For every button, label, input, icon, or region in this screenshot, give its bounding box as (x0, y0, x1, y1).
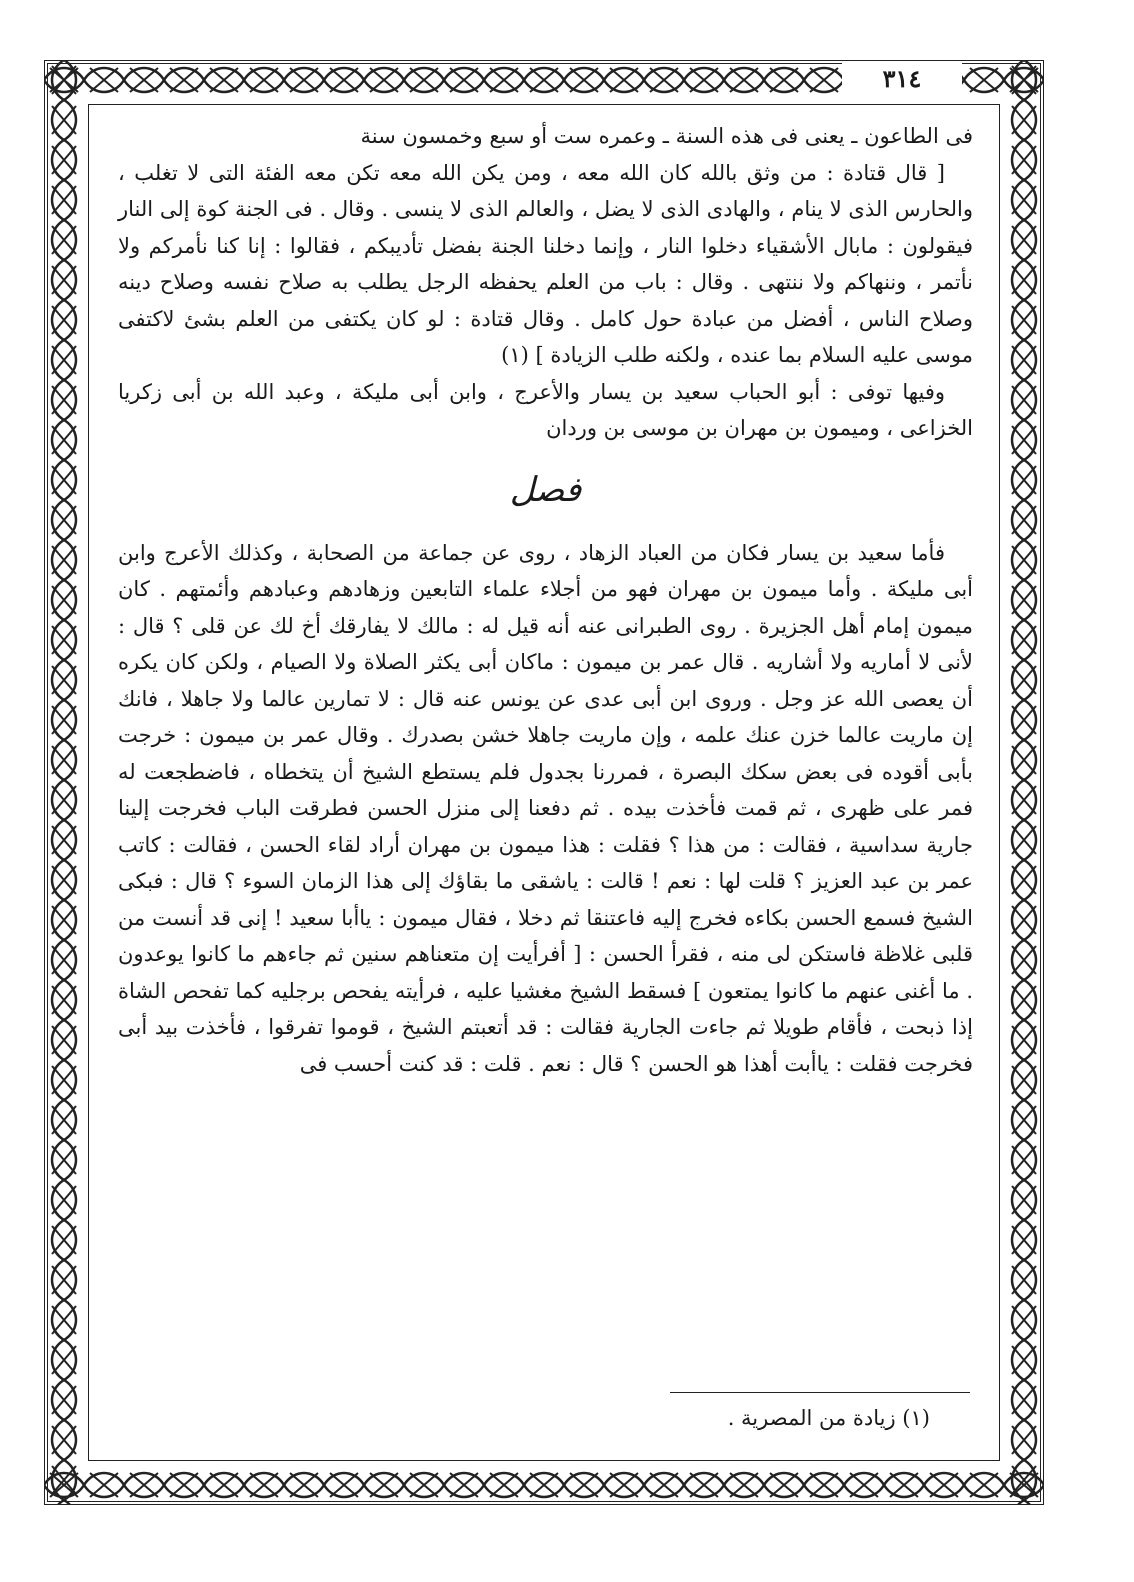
footnote: (١) زيادة من المصرية . (727, 1406, 930, 1430)
paragraph-3-deaths: وفيها توفى : أبو الحباب سعيد بن يسار والأعرج ، وابن أبى مليكة ، وعبد الله بن أبى زكريا الخزاعى ، وميمون بن مهران بن موسى بن وردان (118, 379, 973, 440)
paragraph-1: فى الطاعون ـ يعنى فى هذه السنة ـ وعمره ست أو سبع وخمسون سنة (360, 124, 973, 148)
paragraph-2-quote: [ قال قتادة : من وثق بالله كان الله معه ، ومن يكن الله معه تكن معه الفئة التى لا تغلب ، والحارس الذى لا ينام ، والهادى الذى لا يضل ، والعالم الذى لا ينسى . وقال . فى الجنة كوة إلى النار فيقولون : مابال الأشقياء دخلوا النار ، وإنما دخلنا الجنة بفضل تأديبكم ، فقالوا : إنا كنا نأمركم ولا نأتمر ، وننهاكم ولا ننتهى . وقال : باب من العلم يحفظه الرجل يطلب به صلاح نفسه وصلاح دينه وصلاح الناس ، أفضل من عبادة حول كامل . وقال قتادة : لو كان يكتفى من العلم بشئ لاكتفى موسى عليه السلام بما عنده ، ولكنه طلب الزيادة ] (١) (118, 160, 973, 367)
page-content (118, 118, 973, 1082)
footnote-rule (670, 1392, 970, 1393)
section-heading: فصل (509, 469, 582, 510)
paragraph-body: فأما سعيد بن يسار فكان من العباد الزهاد ، روى عن جماعة من الصحابة ، وكذلك الأعرج وابن أبى مليكة . وأما ميمون بن مهران فهو من أجلاء علماء التابعين وزهادهم وعبادهم وأئمتهم . كان ميمون إمام أهل الجزيرة . روى الطبرانى عنه أنه قيل له : مالك لا يفارقك أخ لك عن قلى ؟ قال : لأنى لا أماريه ولا أشاريه . قال عمر بن ميمون : ماكان أبى يكثر الصلاة ولا الصيام ، ولكن كان يكره أن يعصى الله عز وجل . وروى ابن أبى عدى عن يونس عنه قال : لا تمارين عالما ولا جاهلا ، فانك إن ماريت عالما خزن عنك علمه ، وإن ماريت جاهلا خشن بصدرك . وقال عمر بن ميمون : خرجت بأبى أقوده فى بعض سكك البصرة ، فمررنا بجدول فلم يستطع الشيخ أن يتخطاه ، فاضطجعت له فمر على ظهرى ، ثم قمت فأخذت بيده . ثم دفعنا إلى منزل الحسن فطرقت الباب فخرجت إلينا جارية سداسية ، فقالت : من هذا ؟ فقلت : هذا ميمون بن مهران أراد لقاء الحسن ، فقالت : كاتب عمر بن عبد العزيز ؟ قلت لها : نعم ! قالت : ياشقى ما بقاؤك إلى هذا الزمان السوء ؟ قال : فبكى الشيخ فسمع الحسن بكاءه فخرج إليه فاعتنقا ثم دخلا ، فقال ميمون : ياأبا سعيد ! إنى قد أنست من قلبى غلاظة فاستكن لى منه ، فقرأ الحسن : [ أفرأيت إن متعناهم سنين ثم جاءهم ما كانوا يوعدون . ما أغنى عنهم ما كانوا يمتعون ] فسقط الشيخ مغشيا عليه ، فرأيته يفحص برجليه كما تفحص الشاة إذا ذبحت ، فأقام طويلا ثم جاءت الجارية فقالت : قد أتعبتم الشيخ ، قوموا تفرقوا ، فأخذت بيد أبى فخرجت فقلت : ياأبت أهذا هو الحسن ؟ قال : نعم . قلت : قد كنت أحسب فى (118, 540, 973, 1076)
page-number: ٣١٤ (842, 62, 962, 96)
